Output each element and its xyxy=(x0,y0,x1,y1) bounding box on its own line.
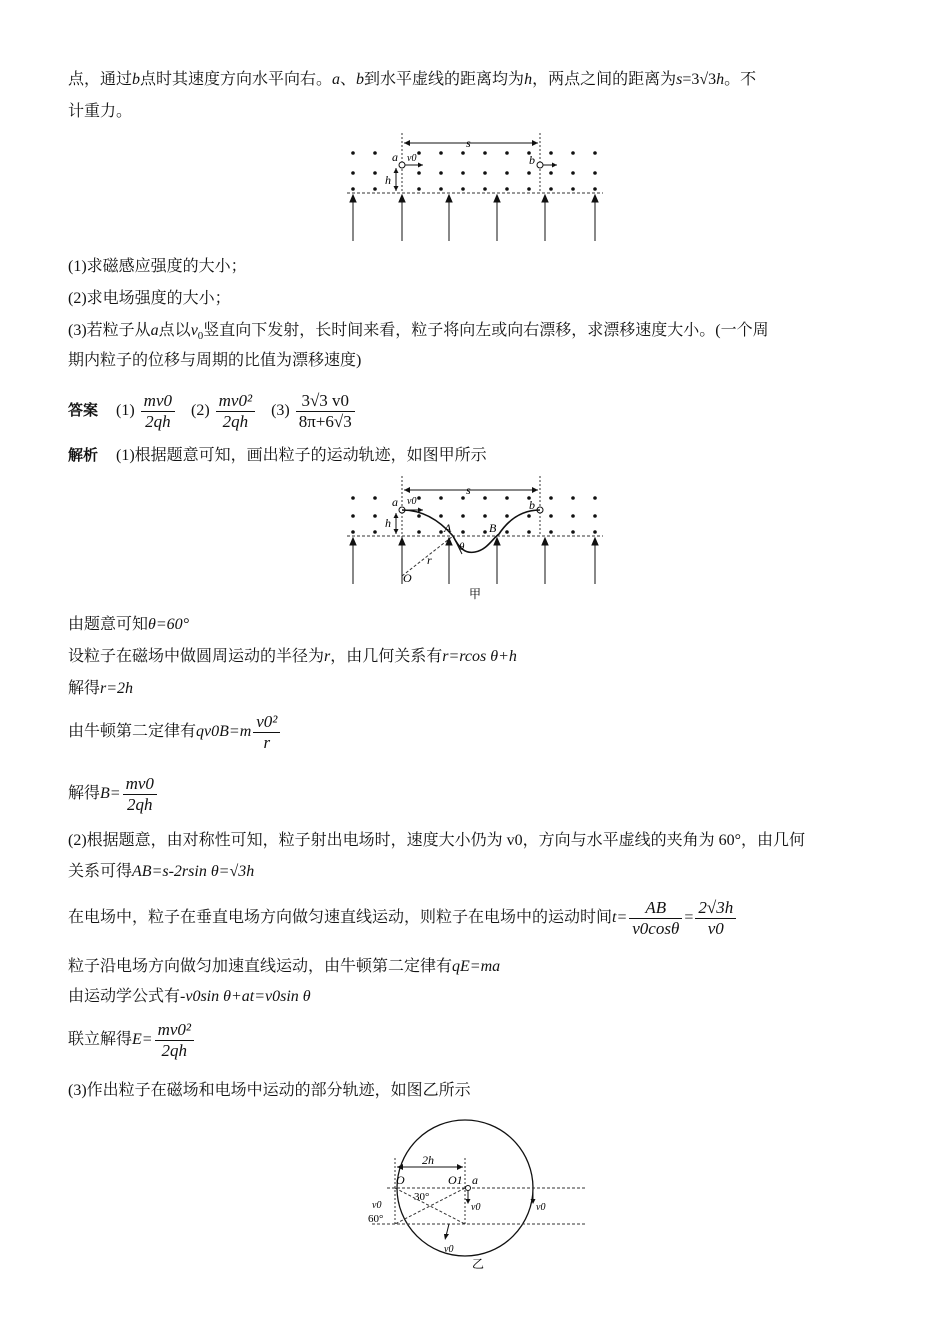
intro-text: 点，通过 xyxy=(68,71,133,88)
field-dot xyxy=(571,151,575,155)
field-dot xyxy=(439,496,443,500)
field-dot xyxy=(417,151,421,155)
field-dot xyxy=(461,171,465,175)
field-arrow-head xyxy=(446,195,452,202)
field-dot xyxy=(505,530,509,534)
analysis-text: 由运动学公式有 xyxy=(68,988,181,1005)
answer-part-2: (2) xyxy=(191,402,210,419)
field-dot xyxy=(549,151,553,155)
analysis-line-10 xyxy=(68,956,500,978)
O-label: O xyxy=(403,571,412,585)
intro-text: ，两点之间的距离为 xyxy=(532,71,677,88)
answer-2-fraction xyxy=(216,391,255,432)
analysis-text: 在电场中，粒子在垂直电场方向做匀速直线运动，则粒子在电场中的运动时间 xyxy=(68,909,613,926)
field-dot xyxy=(593,187,597,191)
b-label: b xyxy=(529,498,535,512)
answer-3-denominator: 8π+6√3 xyxy=(298,411,352,431)
analysis-formula: AB=s-2rsin θ=√3h xyxy=(132,863,255,880)
field-dot xyxy=(351,171,355,175)
analysis-text: 联立解得 xyxy=(68,1031,133,1048)
r-label: r xyxy=(427,553,432,567)
intro-var: h xyxy=(716,71,725,88)
field-dot xyxy=(351,187,355,191)
30-degree-label: 30° xyxy=(414,1191,430,1203)
field-dot xyxy=(483,514,487,518)
field-dot xyxy=(549,514,553,518)
analysis-line-9 xyxy=(68,894,738,942)
fraction-numerator: AB xyxy=(629,898,682,919)
analysis-text: 关系可得 xyxy=(68,863,133,880)
h-label: h xyxy=(385,173,391,187)
answer-1-numerator: mv0 xyxy=(141,391,175,412)
field-dot xyxy=(373,514,377,518)
answer-1-fraction xyxy=(141,391,175,432)
field-dot xyxy=(571,171,575,175)
field-dot xyxy=(527,514,531,518)
field-dot xyxy=(373,171,377,175)
q3-text: 竖直向下发射，长时间来看，粒子将向左或向右漂移，求漂移速度大小。(一个周 xyxy=(203,322,769,339)
analysis-formula: r=rcos θ+h xyxy=(442,648,517,665)
q3-sub: 0 xyxy=(197,330,204,343)
s-label: s xyxy=(466,136,471,150)
answer-1-denominator: 2qh xyxy=(145,411,171,431)
fraction-denominator: v0cosθ xyxy=(632,918,680,938)
analysis-formula: θ=60° xyxy=(148,616,190,633)
field-dot xyxy=(417,496,421,500)
intro-text: 到水平虚线的距离均为 xyxy=(364,71,525,88)
field-dot xyxy=(505,496,509,500)
intro-text: 、 xyxy=(340,71,357,88)
v0-label: v0 xyxy=(407,153,417,164)
field-arrow-head xyxy=(542,538,548,545)
analysis-line-3 xyxy=(68,646,517,668)
intro-text: 。不 xyxy=(724,71,757,88)
analysis-12-fraction xyxy=(155,1020,194,1061)
analysis-line-8 xyxy=(68,861,254,883)
analysis-line-2 xyxy=(68,614,189,636)
field-dot xyxy=(549,496,553,500)
field-dot xyxy=(439,530,443,534)
answer-part-3: (3) xyxy=(271,402,290,419)
field-dot xyxy=(593,151,597,155)
analysis-line-6 xyxy=(68,770,159,818)
question-1: (1)求磁感应强度的大小； xyxy=(68,258,247,275)
field-dot xyxy=(373,187,377,191)
O1-label: O1 xyxy=(448,1173,463,1187)
field-dot xyxy=(527,530,531,534)
analysis-formula: -v0sin θ+at=v0sin θ xyxy=(180,988,311,1005)
field-dot xyxy=(483,171,487,175)
field-arrow-head xyxy=(494,195,500,202)
field-dot xyxy=(571,496,575,500)
analysis-text: ，由几何关系有 xyxy=(330,648,443,665)
v0-label-bottom: v0 xyxy=(444,1244,454,1255)
analysis-formula: B= xyxy=(100,785,121,802)
analysis-text: 设粒子在磁场中做圆周运动的半径为 xyxy=(68,648,325,665)
q3-text: 点以 xyxy=(158,322,191,339)
analysis-formula: qE=ma xyxy=(452,958,501,975)
figure-3 xyxy=(362,1118,592,1274)
field-dot xyxy=(571,187,575,191)
analysis-line-1 xyxy=(68,444,487,467)
point-a-marker xyxy=(399,162,405,168)
field-arrow-head xyxy=(592,195,598,202)
analysis-text: 解得 xyxy=(68,785,101,802)
field-dot xyxy=(527,187,531,191)
v0-label: v0 xyxy=(407,496,417,507)
b-label: b xyxy=(529,153,535,167)
field-dot xyxy=(527,171,531,175)
v0-label-left: v0 xyxy=(372,1200,382,1211)
field-arrow-head xyxy=(592,538,598,545)
field-dot xyxy=(373,151,377,155)
fraction-denominator: v0 xyxy=(707,918,724,938)
field-dot xyxy=(417,530,421,534)
field-dot xyxy=(351,514,355,518)
fraction-numerator: mv0 xyxy=(123,774,157,795)
analysis-formula: r=2h xyxy=(100,680,134,697)
analysis-text: 由题意可知 xyxy=(68,616,149,633)
question-3-line-1 xyxy=(68,320,769,347)
field-dot xyxy=(505,171,509,175)
analysis-formula: E= xyxy=(132,1031,153,1048)
field-arrow-head xyxy=(350,195,356,202)
field-dot xyxy=(461,530,465,534)
q3-var: a xyxy=(150,322,159,339)
h-label: h xyxy=(385,516,391,530)
analysis-line-5 xyxy=(68,708,282,756)
field-dot xyxy=(351,151,355,155)
theta-label: θ xyxy=(459,541,465,553)
analysis-line-12 xyxy=(68,1016,196,1064)
intro-line-2: 计重力。 xyxy=(68,103,133,120)
field-dot xyxy=(483,530,487,534)
q3-var: v xyxy=(190,322,198,339)
field-dot xyxy=(373,496,377,500)
answer-part-1: (1) xyxy=(116,402,135,419)
question-2: (2)求电场强度的大小； xyxy=(68,290,231,307)
fraction-denominator: 2qh xyxy=(127,794,153,814)
intro-var: h xyxy=(524,71,533,88)
intro-root: √3 xyxy=(699,71,717,88)
field-dot xyxy=(461,151,465,155)
analysis-9-fraction-2 xyxy=(695,898,736,939)
field-dot xyxy=(505,151,509,155)
field-dot xyxy=(439,187,443,191)
field-dot xyxy=(483,496,487,500)
fraction-numerator: mv0² xyxy=(155,1020,194,1041)
analysis-label: 解析 xyxy=(68,446,99,464)
analysis-var: r xyxy=(324,648,331,665)
fraction-numerator: 2√3h xyxy=(695,898,736,919)
answer-3-fraction xyxy=(296,391,355,432)
field-dot xyxy=(593,514,597,518)
field-dot xyxy=(351,530,355,534)
analysis-text: (1)根据题意可知，画出粒子的运动轨迹，如图甲所示 xyxy=(116,447,487,464)
v0-label-far-right: v0 xyxy=(536,1202,546,1213)
fraction-numerator: v0² xyxy=(253,712,280,733)
a-label: a xyxy=(472,1173,478,1187)
analysis-line-4 xyxy=(68,678,133,700)
O-label: O xyxy=(396,1173,405,1187)
analysis-9-fraction-1 xyxy=(629,898,682,939)
figure-2-caption: 甲 xyxy=(469,587,482,601)
fraction-denominator: 2qh xyxy=(161,1040,188,1060)
field-dot xyxy=(439,514,443,518)
intro-var: b xyxy=(132,71,141,88)
analysis-6-fraction xyxy=(123,774,157,815)
answer-2-denominator: 2qh xyxy=(222,411,249,431)
field-dot xyxy=(439,171,443,175)
q3-text: (3)若粒子从 xyxy=(68,322,151,339)
2h-label: 2h xyxy=(422,1153,434,1167)
field-arrow-head xyxy=(494,538,500,545)
intro-text: 点时其速度方向水平向右。 xyxy=(140,71,333,88)
a-label: a xyxy=(392,495,398,509)
analysis-5-fraction xyxy=(253,712,280,753)
field-dot xyxy=(505,514,509,518)
analysis-line-7: (2)根据题意，由对称性可知，粒子射出电场时，速度大小仍为 v0，方向与水平虚线的夹角为 60°，由几何 xyxy=(68,832,806,849)
v0-label-right: v0 xyxy=(471,1202,481,1213)
field-dot xyxy=(505,187,509,191)
answer-row xyxy=(68,388,357,433)
point-a-marker xyxy=(466,1186,471,1191)
s-label: s xyxy=(466,483,471,497)
answer-3-numerator: 3√3 v0 xyxy=(296,391,355,412)
field-arrow-head xyxy=(350,538,356,545)
analysis-text: 粒子沿电场方向做匀加速直线运动，由牛顿第二定律有 xyxy=(68,958,453,975)
field-dot xyxy=(417,187,421,191)
figure-3-caption: 乙 xyxy=(472,1257,485,1271)
a-label: a xyxy=(392,150,398,164)
A-label: A xyxy=(444,521,452,535)
field-arrow-head xyxy=(446,538,452,545)
field-dot xyxy=(373,530,377,534)
figure-1 xyxy=(335,133,615,245)
field-arrow-head xyxy=(399,538,405,545)
figure-2 xyxy=(335,476,615,602)
field-dot xyxy=(439,151,443,155)
analysis-formula: t= xyxy=(612,909,628,926)
field-dot xyxy=(461,187,465,191)
analysis-line-11 xyxy=(68,986,311,1008)
field-dot xyxy=(483,187,487,191)
trajectory-curve xyxy=(402,510,540,552)
60-degree-label: 60° xyxy=(368,1213,384,1225)
field-dot xyxy=(549,171,553,175)
analysis-text: 由牛顿第二定律有 xyxy=(68,723,197,740)
field-dot xyxy=(593,530,597,534)
intro-line-1 xyxy=(68,69,756,91)
field-dot xyxy=(461,514,465,518)
field-dot xyxy=(549,530,553,534)
question-3-line-2: 期内粒子的位移与周期的比值为漂移速度) xyxy=(68,352,362,369)
fraction-denominator: r xyxy=(263,732,271,752)
field-dot xyxy=(593,496,597,500)
analysis-text: 解得 xyxy=(68,680,101,697)
equals-sign: = xyxy=(684,909,694,926)
field-dot xyxy=(417,514,421,518)
intro-var: s xyxy=(676,71,683,88)
field-dot xyxy=(483,151,487,155)
field-dot xyxy=(351,496,355,500)
field-dot xyxy=(593,171,597,175)
field-dot xyxy=(461,496,465,500)
field-arrow-head xyxy=(399,195,405,202)
intro-text: =3 xyxy=(682,71,700,88)
intro-var: b xyxy=(356,71,365,88)
B-label: B xyxy=(489,521,497,535)
answer-2-numerator: mv0² xyxy=(216,391,255,412)
intro-var: a xyxy=(332,71,341,88)
analysis-formula: qv0B=m xyxy=(196,723,252,740)
field-arrow-head xyxy=(542,195,548,202)
electric-field-arrows xyxy=(350,195,598,241)
field-dot xyxy=(417,171,421,175)
analysis-line-13: (3)作出粒子在磁场和电场中运动的部分轨迹，如图乙所示 xyxy=(68,1082,471,1099)
field-dot xyxy=(571,514,575,518)
electric-field-arrows xyxy=(350,538,598,584)
field-dot xyxy=(549,187,553,191)
point-b-marker xyxy=(537,162,543,168)
answer-label: 答案 xyxy=(68,401,99,419)
field-dot xyxy=(571,530,575,534)
